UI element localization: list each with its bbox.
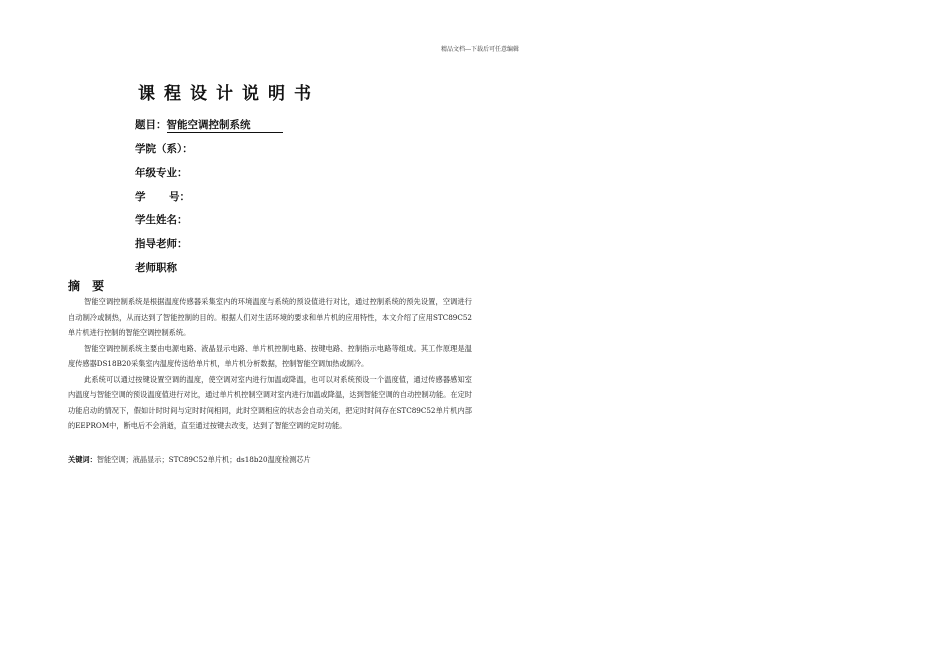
- field-college-label: 学院（系）：: [135, 143, 193, 155]
- field-student-name: [135, 212, 188, 227]
- abstract-body: [68, 294, 472, 434]
- field-student-id-label-b: 号：: [169, 191, 190, 203]
- field-major-label: 年级专业：: [135, 167, 188, 179]
- field-student-name-label: 学生姓名：: [135, 214, 188, 226]
- abstract-paragraph: 智能空调控制系统主要由电源电路、液晶显示电路、单片机控制电路、按键电路、控制指示电路等组成。其工作原理是温度传感器DS18B20采集室内温度传送给单片机，单片机分析数据，控制智能空调加热或制冷。: [68, 343, 472, 368]
- abstract-heading: 摘 要: [68, 279, 109, 293]
- field-student-id: [135, 189, 190, 204]
- document-title: 课程设计说明书: [138, 84, 320, 104]
- field-major: [135, 165, 188, 180]
- abstract-paragraph: 智能空调控制系统是根据温度传感器采集室内的环境温度与系统的预设值进行对比，通过控制系统的预先设置，空调进行自动制冷或制热，从而达到了智能控制的目的。根据人们对生活环境的要求和单片机的应用特性，本文介绍了应用STC89C52单片机进行控制的智能空调控制系统。: [68, 297, 472, 337]
- field-topic-label: 题目：: [135, 119, 167, 131]
- keywords-label: 关键词：: [68, 455, 97, 464]
- field-college: [135, 141, 193, 156]
- keywords-value: 智能空调；液晶显示；STC89C52单片机；ds18b20温度检测芯片: [96, 455, 311, 464]
- keywords-line: [68, 455, 311, 465]
- field-topic-value: 智能空调控制系统: [167, 117, 283, 133]
- field-advisor-title-label: 老师职称: [135, 262, 177, 274]
- field-advisor-title: [135, 260, 177, 275]
- field-topic: [135, 117, 283, 133]
- field-advisor: [135, 236, 188, 251]
- field-advisor-label: 指导老师：: [135, 238, 188, 250]
- header-note: 精品文档---下载后可任意编辑: [440, 46, 520, 53]
- abstract-paragraph: 此系统可以通过按键设置空调的温度，使空调对室内进行加温或降温，也可以对系统预设一个温度值，通过传感器感知室内温度与智能空调的预设温度值进行对比，通过单片机控制空调对室内进行加温或降温，达到智能空调的自动控制功能。在定时功能启动的情况下，假如计时时间与定时时间相同，此时空调相应的状态会自动关闭，把定时时间存在STC89C52单片机内部的EEPROM中，断电后不会消逝，直至通过按键去改变，达到了智能空调的定时功能。: [68, 374, 472, 430]
- field-student-id-label-a: 学: [135, 191, 146, 203]
